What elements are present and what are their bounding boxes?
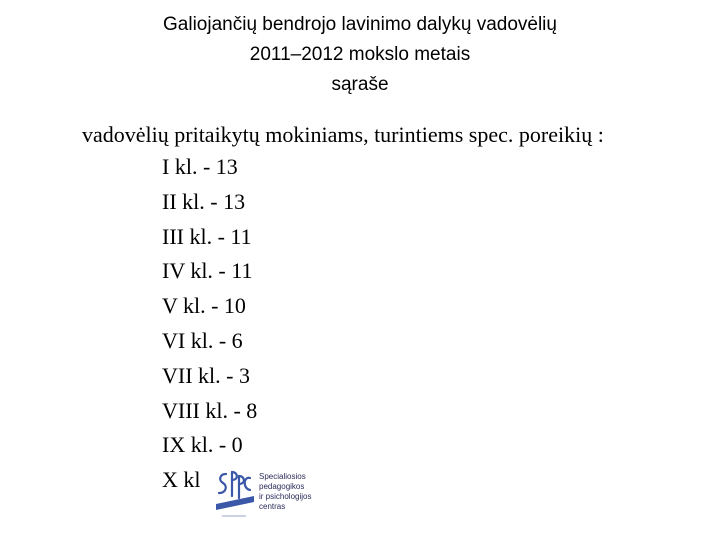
grade-list (162, 150, 257, 498)
logo-line: ir psichologijos (259, 492, 312, 501)
grade-item: IX kl. - 0 (162, 432, 243, 458)
grade-item: X kl (162, 467, 201, 493)
grade-item: VII kl. - 3 (162, 362, 250, 388)
grade-item: II kl. - 13 (162, 188, 246, 214)
grade-item: VIII kl. - 8 (162, 397, 258, 423)
logo-text (259, 472, 311, 512)
grade-item: I kl. - 13 (162, 154, 238, 179)
title-line-1: Galiojančių bendrojo lavinimo dalykų vadovėlių (163, 14, 557, 35)
list-heading: vadovėlių pritaikytų mokiniams, turintiems spec. poreikių : (82, 122, 604, 147)
title-line-3: sąraše (331, 74, 389, 95)
title-line-2: 2011–2012 mokslo metais (249, 44, 471, 65)
grade-item: VI kl. - 6 (162, 327, 243, 353)
sppc-logo (212, 466, 322, 521)
logo-line: centras (259, 502, 286, 511)
logo-line: pedagogikos (259, 482, 305, 491)
grade-item: IV kl. - 11 (162, 258, 253, 284)
logo-line: Specialiosios (259, 472, 306, 481)
sppc-logo-icon (212, 466, 258, 521)
slide-title (0, 10, 720, 100)
grade-item: V kl. - 10 (162, 293, 246, 319)
grade-item: III kl. - 11 (162, 223, 252, 249)
